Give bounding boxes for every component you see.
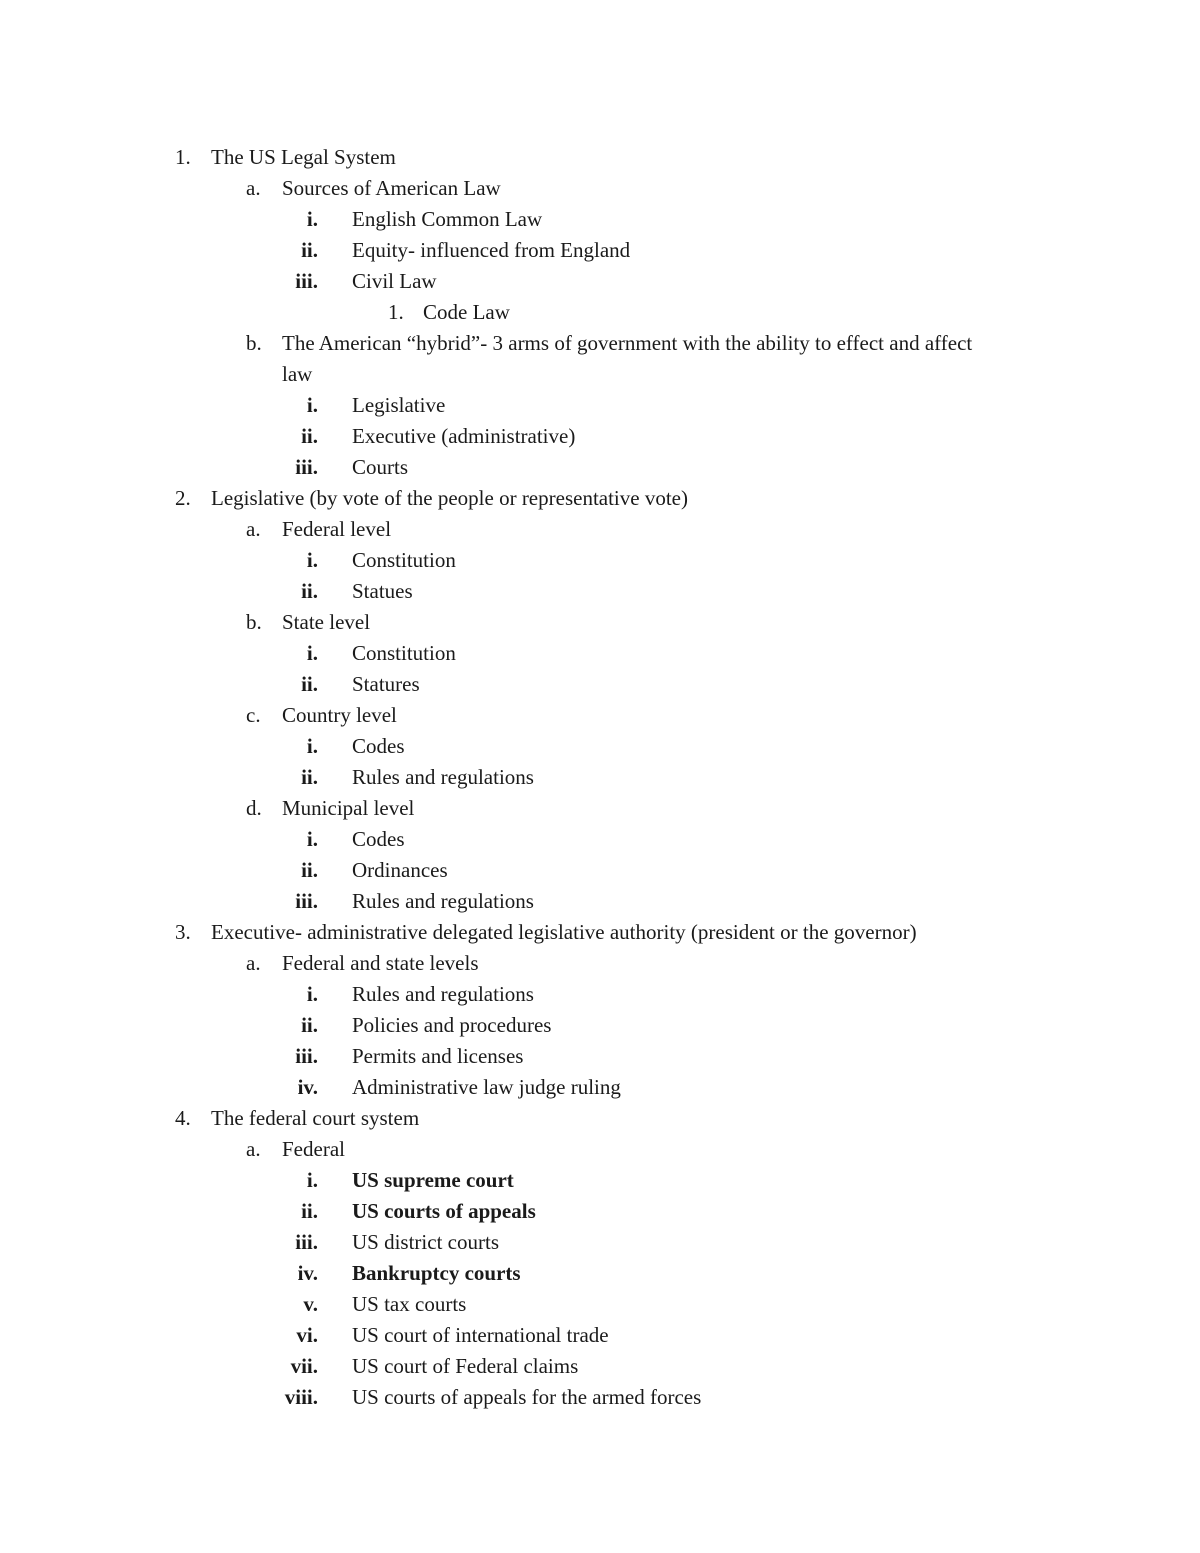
list-text: Executive- administrative delegated legislative authority (president or the governor) xyxy=(211,920,917,944)
list-marker: iv. xyxy=(297,1261,318,1285)
outline-point xyxy=(0,731,1200,762)
list-marker: ii. xyxy=(301,424,318,448)
list-marker: c. xyxy=(246,703,261,727)
list-marker: d. xyxy=(246,796,262,820)
list-marker: a. xyxy=(246,517,261,541)
outline-point xyxy=(0,1320,1200,1351)
outline-point xyxy=(0,855,1200,886)
list-marker: iii. xyxy=(295,455,318,479)
list-text: Legislative (by vote of the people or representative vote) xyxy=(211,486,688,510)
list-marker: i. xyxy=(306,827,318,851)
outline-point xyxy=(0,1382,1200,1413)
list-marker: iii. xyxy=(295,889,318,913)
list-text: Codes xyxy=(352,827,405,851)
list-text: Statues xyxy=(352,579,413,603)
list-text: Legislative xyxy=(352,393,446,417)
outline-subitem xyxy=(0,328,1200,359)
wrapped-line xyxy=(0,359,1200,390)
list-text: Federal xyxy=(282,1137,345,1161)
list-text: Civil Law xyxy=(352,269,437,293)
list-text: The federal court system xyxy=(211,1106,420,1130)
list-text: Code Law xyxy=(423,300,510,324)
list-text: Rules and regulations xyxy=(352,889,534,913)
list-text: Codes xyxy=(352,734,405,758)
outline-subpoint xyxy=(0,297,1200,328)
list-marker: i. xyxy=(306,548,318,572)
list-marker: i. xyxy=(306,393,318,417)
list-marker: b. xyxy=(246,331,262,355)
outline-point xyxy=(0,1258,1200,1289)
list-text: Bankruptcy courts xyxy=(352,1261,521,1285)
list-text: US court of international trade xyxy=(352,1323,609,1347)
list-marker: ii. xyxy=(301,672,318,696)
list-text: US tax courts xyxy=(352,1292,467,1316)
outline-point xyxy=(0,1289,1200,1320)
list-marker: ii. xyxy=(301,1013,318,1037)
list-text: US court of Federal claims xyxy=(352,1354,579,1378)
list-marker: viii. xyxy=(284,1385,318,1409)
list-marker: vii. xyxy=(290,1354,318,1378)
list-text: Constitution xyxy=(352,548,456,572)
list-marker: 1. xyxy=(388,300,404,324)
list-marker: ii. xyxy=(301,765,318,789)
outline-subitem xyxy=(0,793,1200,824)
list-text: Federal and state levels xyxy=(282,951,479,975)
list-text: State level xyxy=(282,610,371,634)
list-text: US supreme court xyxy=(352,1168,514,1192)
list-text: The American “hybrid”- 3 arms of government with the ability to effect and affect xyxy=(282,331,973,355)
outline-point xyxy=(0,266,1200,297)
outline-subitem xyxy=(0,700,1200,731)
document-outline xyxy=(0,142,1200,1413)
list-text: Sources of American Law xyxy=(282,176,501,200)
list-marker: 1. xyxy=(175,145,191,169)
outline-point xyxy=(0,886,1200,917)
list-text: Courts xyxy=(352,455,409,479)
list-marker: 4. xyxy=(175,1106,191,1130)
list-text: Administrative law judge ruling xyxy=(352,1075,621,1099)
outline-point xyxy=(0,824,1200,855)
list-text: Equity- influenced from England xyxy=(352,238,631,262)
list-text: US district courts xyxy=(352,1230,499,1254)
outline-item xyxy=(0,142,1200,173)
list-text: Policies and procedures xyxy=(352,1013,552,1037)
list-marker: iii. xyxy=(295,1044,318,1068)
list-marker: v. xyxy=(303,1292,318,1316)
list-marker: i. xyxy=(306,734,318,758)
list-marker: i. xyxy=(306,207,318,231)
list-text: Rules and regulations xyxy=(352,982,534,1006)
list-marker: 3. xyxy=(175,920,191,944)
outline-point xyxy=(0,204,1200,235)
list-marker: iii. xyxy=(295,269,318,293)
outline-subitem xyxy=(0,173,1200,204)
list-marker: iii. xyxy=(295,1230,318,1254)
list-marker: iv. xyxy=(297,1075,318,1099)
list-text: Federal level xyxy=(282,517,392,541)
outline-subitem xyxy=(0,607,1200,638)
list-text: Ordinances xyxy=(352,858,448,882)
list-marker: b. xyxy=(246,610,262,634)
outline-point xyxy=(0,452,1200,483)
outline-point xyxy=(0,1196,1200,1227)
list-marker: 2. xyxy=(175,486,191,510)
list-text: Permits and licenses xyxy=(352,1044,524,1068)
list-marker: i. xyxy=(306,982,318,1006)
outline-subitem xyxy=(0,1134,1200,1165)
list-text: US courts of appeals xyxy=(352,1199,536,1223)
list-text: Constitution xyxy=(352,641,456,665)
list-marker: ii. xyxy=(301,1199,318,1223)
outline-point xyxy=(0,421,1200,452)
outline-point xyxy=(0,1041,1200,1072)
list-text: Country level xyxy=(282,703,397,727)
list-text: The US Legal System xyxy=(211,145,396,169)
outline-point xyxy=(0,669,1200,700)
outline-point xyxy=(0,638,1200,669)
list-text: US courts of appeals for the armed forces xyxy=(352,1385,702,1409)
outline-point xyxy=(0,235,1200,266)
list-text: Statures xyxy=(352,672,420,696)
list-text: Executive (administrative) xyxy=(352,424,576,448)
list-text: Municipal level xyxy=(282,796,415,820)
list-marker: ii. xyxy=(301,579,318,603)
outline-point xyxy=(0,979,1200,1010)
list-text: Rules and regulations xyxy=(352,765,534,789)
list-text-continuation: law xyxy=(282,362,313,386)
outline-point xyxy=(0,545,1200,576)
outline-point xyxy=(0,1227,1200,1258)
outline-point xyxy=(0,390,1200,421)
list-marker: i. xyxy=(306,1168,318,1192)
list-marker: a. xyxy=(246,176,261,200)
list-marker: ii. xyxy=(301,238,318,262)
outline-subitem xyxy=(0,514,1200,545)
list-marker: a. xyxy=(246,951,261,975)
list-text: English Common Law xyxy=(352,207,543,231)
outline-item xyxy=(0,483,1200,514)
outline-item xyxy=(0,1103,1200,1134)
outline-point xyxy=(0,1072,1200,1103)
outline-point xyxy=(0,762,1200,793)
list-marker: ii. xyxy=(301,858,318,882)
list-marker: vi. xyxy=(296,1323,318,1347)
outline-point xyxy=(0,1165,1200,1196)
outline-point xyxy=(0,1351,1200,1382)
outline-point xyxy=(0,1010,1200,1041)
list-marker: i. xyxy=(306,641,318,665)
outline-point xyxy=(0,576,1200,607)
outline-item xyxy=(0,917,1200,948)
outline-subitem xyxy=(0,948,1200,979)
list-marker: a. xyxy=(246,1137,261,1161)
